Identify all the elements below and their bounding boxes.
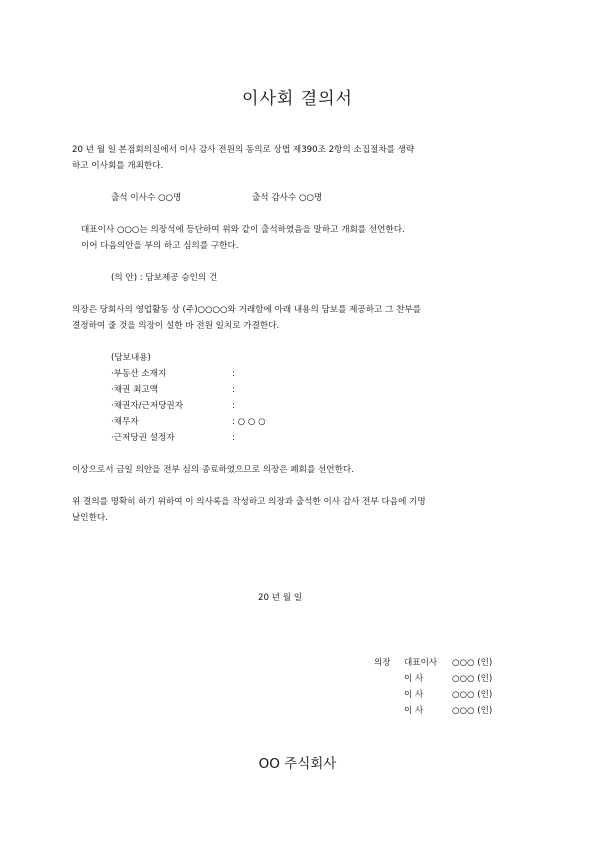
opening-line-2: 이어 다음의안을 부의 하고 심의를 구한다. <box>81 241 239 251</box>
intro-line-2: 하고 이사회를 개최한다. <box>72 161 164 171</box>
signature-name: ○○○ (인) <box>452 690 493 700</box>
signature-title: 이 사 <box>404 690 424 700</box>
signature-name: ○○○ (인) <box>452 674 493 684</box>
signature-role: 의장 <box>374 658 391 668</box>
collateral-item-value: : <box>232 401 235 411</box>
body-line-2: 결정하여 줄 것을 의장이 설한 바 전원 일치로 가결한다. <box>72 321 280 331</box>
date-line: 20 년 월 일 <box>258 593 303 603</box>
body-line-1: 의장은 당회사의 영업활동 상 (주)○○○○와 거래함에 아래 내용의 담보를 제공하고 그 찬부를 <box>72 305 422 315</box>
collateral-item-value: : <box>232 433 235 443</box>
signature-title: 이 사 <box>404 674 424 684</box>
collateral-item-label: ·채무자 <box>111 417 139 427</box>
document-title: 이사회 결의서 <box>242 89 353 109</box>
signature-title: 대표이사 <box>404 658 438 668</box>
intro-line-1: 20 년 월 일 본점회의실에서 이사 감사 전원의 동의로 상법 제390조 2항의 소집절차를 생략 <box>72 145 415 155</box>
attendance-auditors: 출석 감사수 ○○명 <box>252 193 323 203</box>
collateral-item-value: : ○ ○ ○ <box>232 417 266 427</box>
agenda-line: (의 안) : 담보제공 승인의 건 <box>111 273 218 283</box>
signature-name: ○○○ (인) <box>452 706 493 716</box>
closing-line: 이상으로서 금일 의안을 전부 심의 종료하였으므로 의장은 폐회를 선언한다. <box>72 465 354 475</box>
company-name: OO 주식회사 <box>258 756 337 772</box>
record-line-2: 날인한다. <box>72 513 108 523</box>
collateral-item-label: ·채권자/근저당권자 <box>111 401 184 411</box>
opening-line-1: 대표이사 ○○○는 의장석에 등단하여 위와 같이 출석하였음을 말하고 개회를 선언한다. <box>81 225 405 235</box>
collateral-item-value: : <box>232 385 235 395</box>
collateral-item-value: : <box>232 369 235 379</box>
collateral-item-label: ·부동산 소재지 <box>111 369 167 379</box>
record-line-1: 위 결의를 명확히 하기 위하여 이 의사록을 작성하고 의장과 출석한 이사 감사 전부 다음에 기명 <box>72 497 426 507</box>
attendance-directors: 출석 이사수 ○○명 <box>111 193 182 203</box>
collateral-item-label: ·채권 최고액 <box>111 385 158 395</box>
signature-title: 이 사 <box>404 706 424 716</box>
signature-name: ○○○ (인) <box>452 658 493 668</box>
collateral-heading: (담보내용) <box>111 353 151 363</box>
collateral-item-label: ·근저당권 설정자 <box>111 433 175 443</box>
